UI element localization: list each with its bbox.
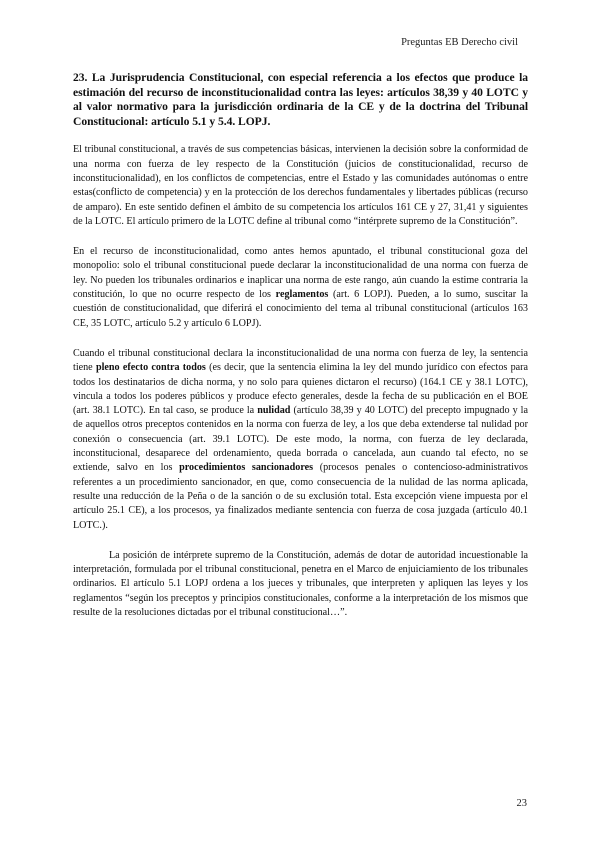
emphasis-procedimientos: procedimientos sancionadores bbox=[179, 462, 314, 474]
emphasis-reglamentos: reglamentos bbox=[275, 289, 329, 301]
paragraph-text: (procesos penales o contencioso-administrativos referentes a un procedimiento sancionador, en que, como consecuencia de la nulidad de las norma aplicada, resulte una reducción de la Peña o de la sanción o de su exclusión total. Esta excepción viene impuesta por el artículo 25.1 CE), a los procesos, ya finalizados mediante sentencia con fuerza de cosa juzgada (artículo 40.1 LOTC.). bbox=[73, 462, 528, 531]
paragraph-text: (es decir, que la sentencia elimina la ley del mundo jurídico con efectos para todos los destinatarios de dicha norma, y no solo para quienes dictaron el recurso) (164.1 CE y 38.1 LOTC), vincula a todos los poderes públicos y produce efecto generales, desde la fecha de su publicación en el BOE (art. 38.1 LOTC). En tal caso, se produce la bbox=[73, 362, 529, 417]
section-heading: 23. La Jurisprudencia Constitucional, con especial referencia a los efectos que produce la estimación del recurso de inconstitucionalidad contra las leyes: artículos 38,39 y 40 LOTC y al valor normativo para la jurisdicción ordinaria de la CE y de la doctrina del Tribunal Constitucional: artículo 5.1 y 5.4. LOPJ. bbox=[73, 71, 528, 128]
paragraph-text: (art. 6 LOPJ). Pueden, a lo sumo, suscitar la cuestión de constitucionalidad, que diferirá el conocimiento del tema al tribunal constitucional (artículos 163 CE, 35 LOTC, artículo 5.2 y artículo 6 LOPJ). bbox=[73, 289, 529, 329]
paragraph-text: Cuando el tribunal constitucional declara la inconstitucionalidad de una norma con fuerza de ley, la sentencia tiene bbox=[73, 347, 528, 374]
paragraph-text: El tribunal constitucional, a través de sus competencias básicas, intervienen la decisión sobre la conformidad de una norma con fuerza de ley respecto de la Constitución (juicios de constitucionalidad, recurso de inconstitucionalidad), en los conflictos de competencias, entre el Estado y las comunidades autónomas o entre estas(conflicto de competencia) y en la protección de los derechos fundamentales y libertades públicas (recurso de amparo). En este sentido definen el ámbito de su competencia los artículos 161 CE y 27, 31,41 y siguientes de la LOTC. El artículo primero de la LOTC define al tribunal como “intérprete supremo de la Constitución”. bbox=[73, 144, 528, 227]
running-header: Preguntas EB Derecho civil bbox=[401, 37, 518, 48]
paragraph-monopolio bbox=[73, 245, 528, 331]
paragraph-text: (artículo 38,39 y 40 LOTC) del precepto impugnado y la de aquellos otros preceptos contenidos en la norma con fuerza de ley, a los que deba extenderse tal nulidad por conexión o consecuencia (art. 39.1 LOTC). De este modo, la norma, con fuerza de ley declarada, inconstitucional, desaparece del ordenamiento, queda borrada o cancelada, aun cuando tal efecto, no se extiende, salvo en los bbox=[73, 405, 528, 474]
emphasis-pleno-efecto: pleno efecto contra todos bbox=[95, 362, 206, 374]
paragraph-efectos bbox=[73, 347, 528, 533]
page-number: 23 bbox=[516, 798, 527, 809]
paragraph-interprete bbox=[73, 549, 528, 620]
paragraph-text: La posición de intérprete supremo de la Constitución, además de dotar de autoridad incuestionable la interpretación, formulada por el tribunal constitucional, penetra en el Marco de enjuiciamiento de los tribunales ordinarios. El artículo 5.1 LOPJ ordena a los jueces y tribunales, que interpreten y apliquen las leyes y los reglamentos “según los preceptos y principios constitucionales, conforme a la interpretación de los mismos que resulte de la resoluciones dictadas por el tribunal constitucional…”. bbox=[73, 549, 528, 618]
page-content bbox=[73, 71, 528, 636]
paragraph-competencias bbox=[73, 143, 528, 229]
paragraph-text: En el recurso de inconstitucionalidad, como antes hemos apuntado, el tribunal constitucional goza del monopolio: solo el tribunal constitucional puede declarar la inconstitucionalidad de una norma con fuerza de ley. No pueden los tribunales ordinarios e inaplicar una norma de este rango, aún cuando la estime contraria la constitución, lo que no ocurre respecto de los bbox=[73, 246, 528, 301]
emphasis-nulidad: nulidad bbox=[257, 405, 291, 417]
